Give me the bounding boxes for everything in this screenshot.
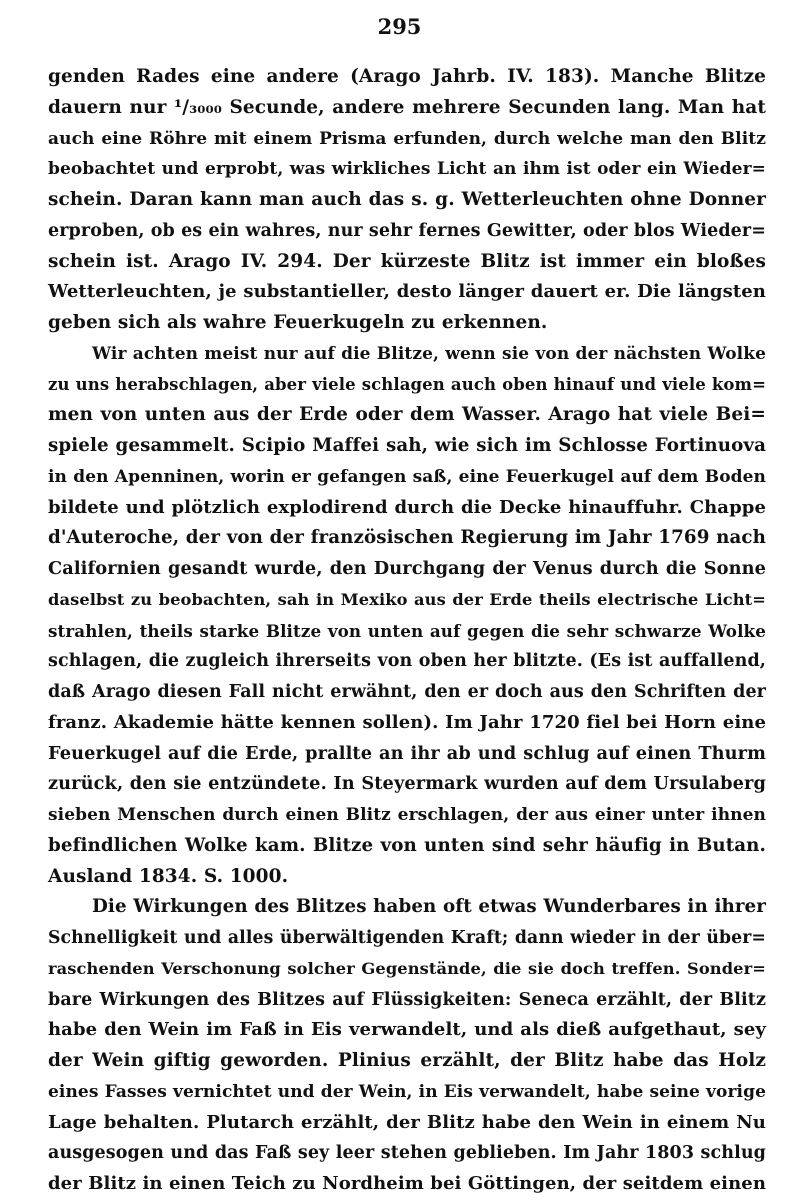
text-line: schlagen, die zugleich ihrerseits von oben her blitzte. (Es ist auffallend,	[48, 651, 766, 672]
page-number: 295	[377, 14, 422, 39]
text-line: Lage behalten. Plutarch erzählt, der Blitz habe den Wein in einem Nu	[48, 1111, 766, 1133]
text-line: auch eine Röhre mit einem Prisma erfunden, durch welche man den Blitz	[48, 128, 766, 149]
text-line: spiele gesammelt. Scipio Maffei sah, wie sich im Schlosse Fortinuova	[48, 435, 766, 456]
text-line: bildete und plötzlich explodirend durch die Decke hinauffuhr. Chappe	[48, 496, 766, 518]
text-line: Feuerkugel auf die Erde, prallte an ihr ab und schlug auf einen Thurm	[48, 742, 766, 764]
text-line: eines Fasses vernichtet und der Wein, in Eis verwandelt, habe seine vorige	[48, 1081, 766, 1102]
text-line: d'Auteroche, der von der französischen Regierung im Jahr 1769 nach	[48, 527, 766, 549]
text-line: schein. Daran kann man auch das s. g. Wetterleuchten ohne Donner	[48, 189, 766, 210]
text-line: geben sich als wahre Feuerkugeln zu erkennen.	[48, 312, 548, 333]
text-line: bare Wirkungen des Blitzes auf Flüssigkeiten: Seneca erzählt, der Blitz	[48, 989, 766, 1010]
text-line: franz. Akademie hätte kennen sollen). Im Jahr 1720 fiel bei Horn eine	[48, 711, 766, 733]
body-text	[48, 62, 766, 1200]
text-line: strahlen, theils starke Blitze von unten auf gegen die sehr schwarze Wolke	[48, 620, 766, 641]
text-line: Die Wirkungen des Blitzes haben oft etwas Wunderbares in ihrer	[92, 896, 766, 918]
text-line: Wir achten meist nur auf die Blitze, wenn sie von der nächsten Wolke	[92, 343, 766, 364]
text-line: genden Rades eine andere (Arago Jahrb. IV. 183). Manche Blitze	[48, 66, 766, 87]
text-line: in den Apenninen, worin er gefangen saß, eine Feuerkugel auf dem Boden	[48, 466, 766, 487]
text-line: der Blitz in einen Teich zu Nordheim bei Göttingen, der seitdem einen	[48, 1173, 767, 1194]
text-line: habe den Wein im Faß in Eis verwandelt, und als dieß aufgethaut, sey	[48, 1019, 766, 1041]
text-line: Schnelligkeit und alles überwältigenden Kraft; dann wieder in der über=	[48, 928, 766, 948]
text-line: beobachtet und erprobt, was wirkliches Licht an ihm ist oder ein Wieder=	[48, 159, 766, 180]
text-line: zurück, den sie entzündete. In Steyermark wurden auf dem Ursulaberg	[48, 773, 766, 795]
text-line: daselbst zu beobachten, sah in Mexiko aus der Erde theils electrische Licht=	[48, 589, 766, 609]
text-line: erproben, ob es ein wahres, nur sehr fernes Gewitter, oder blos Wieder=	[48, 220, 766, 241]
text-line: schein ist. Arago IV. 294. Der kürzeste Blitz ist immer ein bloßes	[48, 250, 766, 272]
text-line: raschenden Verschonung solcher Gegenstände, die sie doch treffen. Sonder=	[48, 958, 766, 978]
text-line: men von unten aus der Erde oder dem Wasser. Arago hat viele Bei=	[48, 404, 766, 426]
text-line: befindlichen Wolke kam. Blitze von unten sind sehr häufig in Butan.	[48, 834, 766, 856]
text-line: daß Arago diesen Fall nicht erwähnt, den er doch aus den Schriften der	[48, 682, 766, 702]
text-line: zu uns herabschlagen, aber viele schlagen auch oben hinauf und viele kom=	[48, 374, 766, 394]
text-line: der Wein giftig geworden. Plinius erzählt, der Blitz habe das Holz	[48, 1050, 766, 1071]
text-line: Wetterleuchten, je substantieller, desto länger dauert er. Die längsten	[48, 281, 766, 303]
text-line: sieben Menschen durch einen Blitz erschlagen, der aus einer unter ihnen	[48, 805, 766, 825]
text-line: Californien gesandt wurde, den Durchgang der Venus durch die Sonne	[48, 558, 766, 579]
text-line: ausgesogen und das Faß sey leer stehen geblieben. Im Jahr 1803 schlug	[48, 1143, 766, 1164]
text-line: dauern nur ¹/₃₀₀₀ Secunde, andere mehrere Secunden lang. Man hat	[48, 96, 766, 118]
text-line: Ausland 1834. S. 1000.	[48, 865, 289, 887]
